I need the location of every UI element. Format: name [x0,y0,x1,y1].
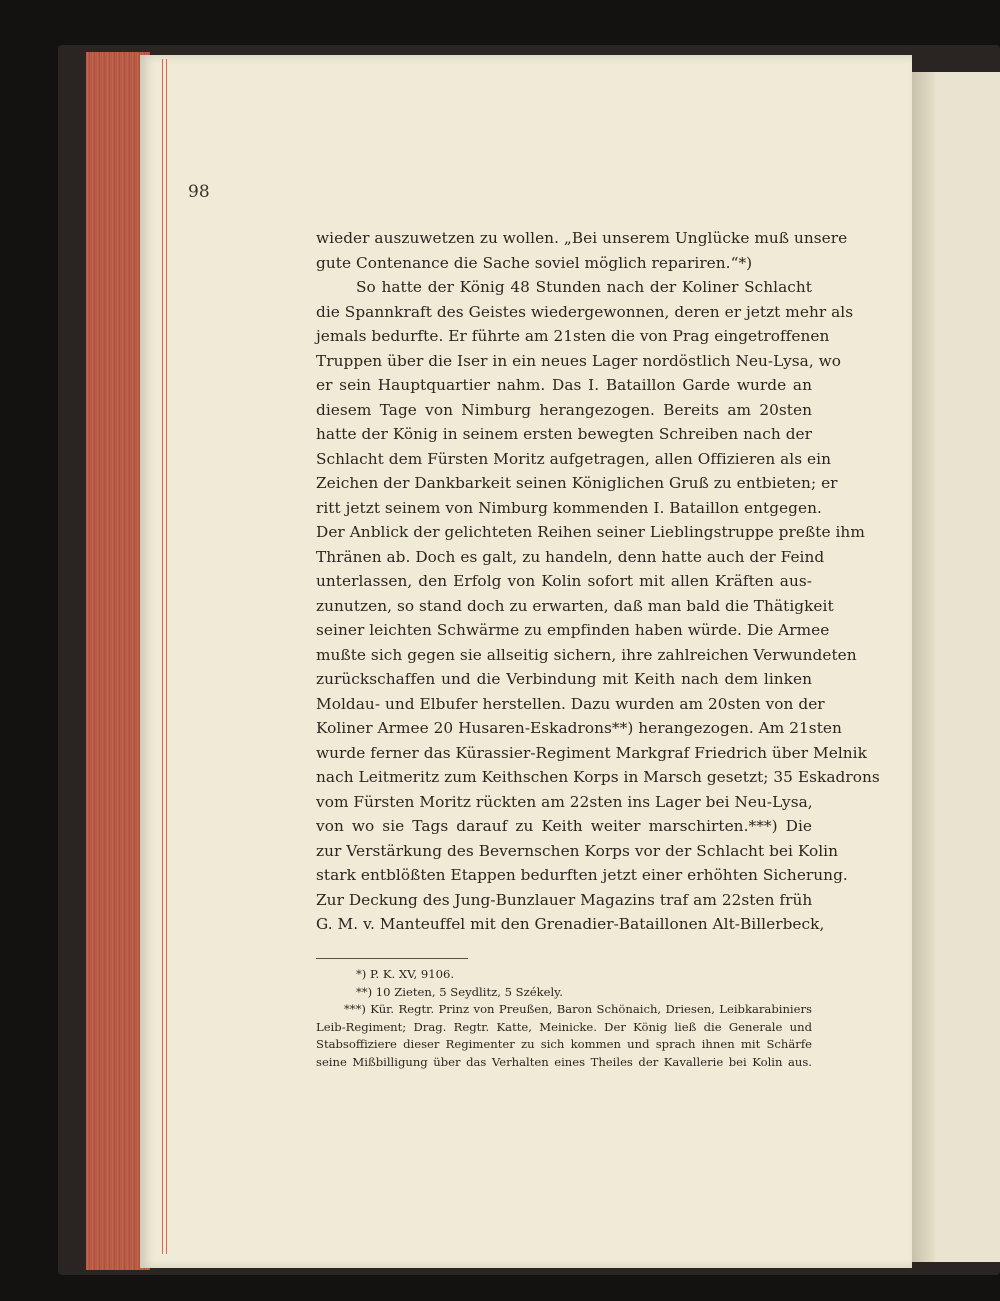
text-line: wurde ferner das Kürassier-Regiment Markgraf Friedrich über Melnik [316,743,867,762]
text-line: gute Contenance die Sache soviel möglich repariren.“*) [316,253,753,272]
text-line: diesem Tage von Nimburg herangezogen. Bereits am 20sten [316,400,812,419]
footnote: *) P. K. XV, 9106. [356,967,455,981]
footnote-rule [316,958,468,959]
text-line: von wo sie Tags darauf zu Keith weiter marschirten.***) Die [316,817,812,835]
text-line: Schlacht dem Fürsten Moritz aufgetragen, allen Offizieren als ein [316,449,832,468]
page-border-line [162,59,163,1254]
text-line: nach Leitmeritz zum Keithschen Korps in Marsch gesetzt; 35 Eskadrons [316,768,880,786]
text-line: hatte der König in seinem ersten bewegten Schreiben nach der [316,425,812,443]
text-line: zur Verstärkung des Bevernschen Korps vor der Schlacht bei Kolin [316,841,838,860]
text-line: stark entblößten Etappen bedurften jetzt einer erhöhten Sicherung. [316,866,848,884]
footnote: **) 10 Zieten, 5 Seydlitz, 5 Székely. [356,984,563,999]
text-line: seiner leichten Schwärme zu empfinden haben würde. Die Armee [316,621,830,639]
text-line: Koliner Armee 20 Husaren-Eskadrons**) herangezogen. Am 21sten [316,719,842,737]
footnote: ***) Kür. Regtr. Prinz von Preußen, Baron Schönaich, Driesen, Leibkarabiniers [344,1002,812,1016]
text-line: Zur Deckung des Jung-Bunzlauer Magazins traf am 22sten früh [316,890,813,909]
footnote: seine Mißbilligung über das Verhalten eines Theiles der Kavallerie bei Kolin aus. [316,1054,812,1069]
text-line: zurückschaffen und die Verbindung mit Keith nach dem linken [316,670,812,688]
text-line: wieder auszuwetzen zu wollen. „Bei unserem Unglücke muß unsere [316,229,848,247]
text-line: zunutzen, so stand doch zu erwarten, daß man bald die Thätigkeit [316,596,834,615]
text-line: mußte sich gegen sie allseitig sichern, ihre zahlreichen Verwundeten [316,645,857,664]
text-line: vom Fürsten Moritz rückten am 22sten ins Lager bei Neu-Lysa, [316,792,813,811]
text-line: Thränen ab. Doch es galt, zu handeln, denn hatte auch der Feind [316,547,825,566]
text-line: unterlassen, den Erfolg von Kolin sofort mit allen Kräften aus- [316,572,812,590]
footnotes [316,966,812,1071]
text-line: die Spannkraft des Geistes wiedergewonnen, deren er jetzt mehr als [316,302,854,321]
text-line: Truppen über die Iser in ein neues Lager nordöstlich Neu-Lysa, wo [316,351,842,370]
text-line: er sein Hauptquartier nahm. Das I. Bataillon Garde wurde an [316,376,812,394]
page-border-line [166,59,167,1254]
body-text [316,226,880,937]
text-line: Moldau- und Elbufer herstellen. Dazu wurden am 20sten von der [316,694,825,713]
footnote: Leib-Regiment; Drag. Regtr. Katte, Meinicke. Der König ließ die Generale und [316,1019,812,1034]
text-line: Zeichen der Dankbarkeit seinen Königlichen Gruß zu entbieten; er [316,474,838,492]
text-line: ritt jetzt seinem von Nimburg kommenden I. Bataillon entgegen. [316,498,822,517]
footnote: Stabsoffiziere dieser Regimenter zu sich kommen und sprach ihnen mit Schärfe [316,1037,812,1051]
page-number: 98 [188,182,210,202]
text-line: So hatte der König 48 Stunden nach der Koliner Schlacht [356,278,812,296]
text-line: jemals bedurfte. Er führte am 21sten die von Prag eingetroffenen [316,327,830,345]
text-line: Der Anblick der gelichteten Reihen seiner Lieblingstruppe preßte ihm [316,523,865,541]
text-line: G. M. v. Manteuffel mit den Grenadier-Bataillonen Alt-Billerbeck, [316,915,825,933]
